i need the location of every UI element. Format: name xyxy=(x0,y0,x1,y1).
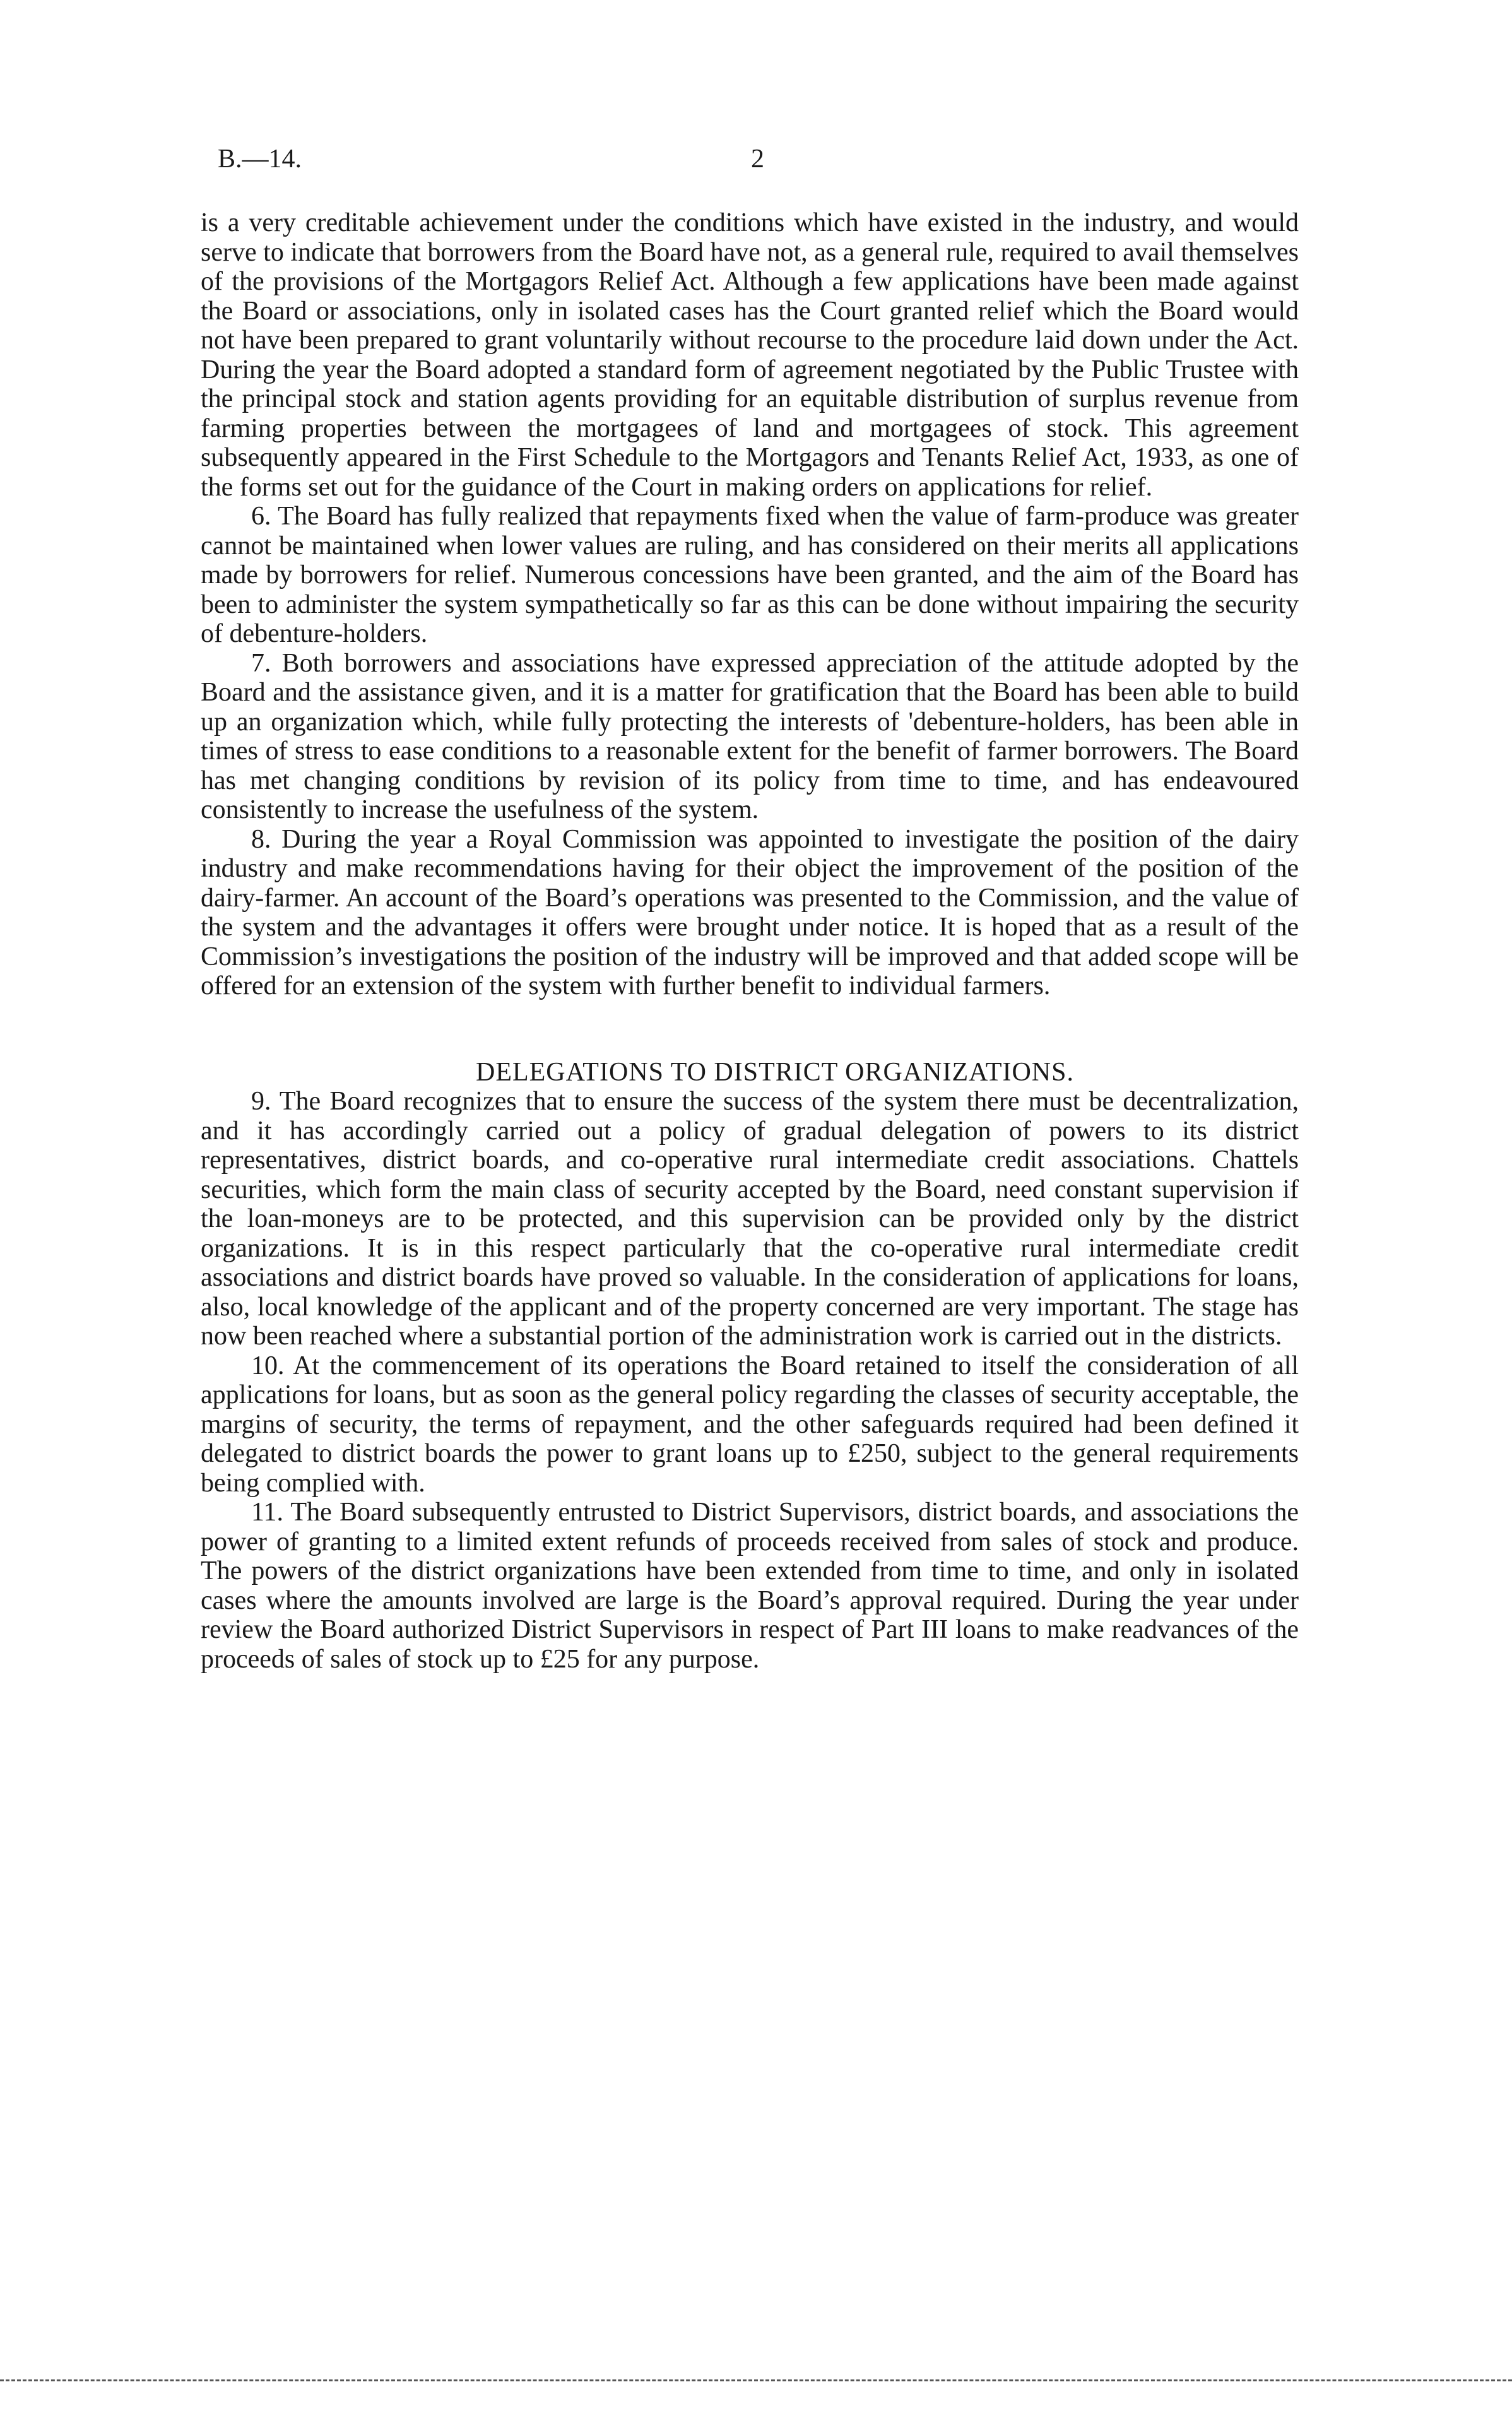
paragraph-8: 8. During the year a Royal Commission was appointed to investigate the position of the dairy industry and make recommendations having for their object the improvement of the position of the dairy-farmer. An account of the Board’s operations was presented to the Commission, and the value of the system and the advantages it offers were brought under notice. It is hoped that as a result of the Commission’s investigations the position of the industry will be improved and that added scope will be offered for an extension of the system with further benefit to individual farmers. xyxy=(201,824,1299,1000)
paragraph-11: 11. The Board subsequently entrusted to District Supervisors, district boards, and associations the power of granting to a limited extent refunds of proceeds received from sales of stock and produce. The powers of the district organizations have been extended from time to time, and only in isolated cases where the amounts involved are large is the Board’s approval required. During the year under review the Board authorized District Supervisors in respect of Part III loans to make readvances of the proceeds of sales of stock up to £25 for any purpose. xyxy=(201,1498,1299,1674)
paragraph-continued: is a very creditable achievement under the conditions which have existed in the industry, and would serve to indicate that borrowers from the Board have not, as a general rule, required to avail themselves of the provisions of the Mortgagors Relief Act. Although a few applications have been made against the Board or associations, only in isolated cases has the Court granted relief which the Board would not have been prepared to grant voluntarily without recourse to the procedure laid down under the Act. During the year the Board adopted a standard form of agreement negotiated by the Public Trustee with the principal stock and station agents providing for an equitable distribution of surplus revenue from farming properties between the mortgagees of land and mortgagees of stock. This agreement subsequently appeared in the First Schedule to the Mortgagors and Tenants Relief Act, 1933, as one of the forms set out for the guidance of the Court in making orders on applications for relief. xyxy=(201,208,1299,502)
page-bottom-rule xyxy=(0,2379,1512,2381)
section-heading: DELEGATIONS TO DISTRICT ORGANIZATIONS. xyxy=(476,1057,1074,1087)
section-spacer xyxy=(201,1001,1299,1058)
body-text xyxy=(201,208,1299,1674)
paragraph-9: 9. The Board recognizes that to ensure the success of the system there must be decentralization, and it has accordingly carried out a policy of gradual delegation of powers to its district representatives, district boards, and co-operative rural intermediate credit associations. Chattels securities, which form the main class of security accepted by the Board, need constant supervision if the loan-moneys are to be protected, and this supervision can be provided only by the district organizations. It is in this respect particularly that the co-operative rural intermediate credit associations and district boards have proved so valuable. In the consideration of applications for loans, also, local knowledge of the applicant and of the property concerned are very important. The stage has now been reached where a substantial portion of the administration work is carried out in the districts. xyxy=(201,1087,1299,1351)
document-reference: B.—14. xyxy=(218,145,302,174)
paragraph-7: 7. Both borrowers and associations have expressed appreciation of the attitude adopted by the Board and the assistance given, and it is a matter for gratification that the Board has been able to build up an organization which, while fully protecting the interests of 'debenture-holders, has been able in times of stress to ease conditions to a reasonable extent for the benefit of farmer borrowers. The Board has met changing conditions by revision of its policy from time to time, and has endeavoured consistently to increase the usefulness of the system. xyxy=(201,648,1299,824)
page-number: 2 xyxy=(751,145,764,174)
paragraph-6: 6. The Board has fully realized that repayments fixed when the value of farm-produce was greater cannot be maintained when lower values are ruling, and has considered on their merits all applications made by borrowers for relief. Numerous concessions have been granted, and the aim of the Board has been to administer the system sympathetically so far as this can be done without impairing the security of debenture-holders. xyxy=(201,502,1299,648)
page-header xyxy=(218,140,1291,178)
paragraph-10: 10. At the commencement of its operations the Board retained to itself the consideration of all applications for loans, but as soon as the general policy regarding the classes of security acceptable, the margins of security, the terms of repayment, and the other safeguards required had been defined it delegated to district boards the power to grant loans up to £250, subject to the general requirements being complied with. xyxy=(201,1351,1299,1498)
